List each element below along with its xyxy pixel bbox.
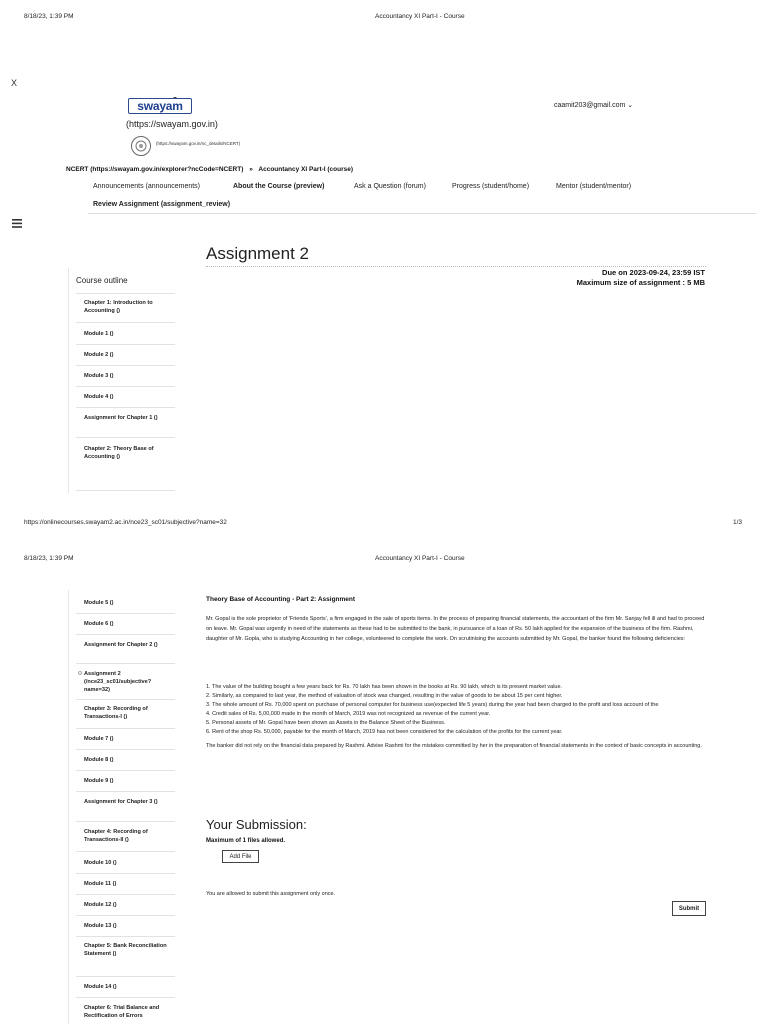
outline-item-module-7[interactable]: Module 7 () bbox=[84, 736, 114, 742]
outline-divider bbox=[76, 437, 175, 438]
max-size: Maximum size of assignment : 5 MB bbox=[576, 278, 705, 287]
submit-button[interactable]: Submit bbox=[672, 901, 706, 916]
outline-item-chapter-1[interactable]: Chapter 1: Introduction to Accounting () bbox=[84, 300, 153, 314]
outline-divider bbox=[76, 490, 175, 491]
tab-mentor[interactable]: Mentor (student/mentor) bbox=[556, 183, 632, 190]
print-title-page-2: Accountancy XI Part-I - Course bbox=[375, 555, 465, 562]
outline-divider bbox=[76, 821, 175, 822]
outline-divider bbox=[76, 699, 175, 700]
outline-divider bbox=[76, 873, 175, 874]
outline-divider bbox=[76, 749, 175, 750]
title-divider bbox=[206, 266, 706, 267]
outline-item-module-6[interactable]: Module 6 () bbox=[84, 621, 114, 627]
outline-item-module-13[interactable]: Module 13 () bbox=[84, 923, 117, 929]
outline-divider bbox=[76, 770, 175, 771]
outline-item-module-12[interactable]: Module 12 () bbox=[84, 902, 117, 908]
assignment-intro: Mr. Gopal is the sole proprietor of 'Friends Sports', a firm engaged in the sale of sports items. In the process of preparing financial statements, the accountant of the firm Mr. Sanjay fell ill and had to proceed on leave. Mr. Gopal was urgently in need of the statements as these had to be submitted to the bank, in pursuance of a loan of Rs. 50 lakh applied for the expansion of the business of the firm. Rashmi, daughter of Mr. Gopla, who is studying Accounting in her college, volunteered to complete the work. On scrutinising the accounts submitted by Mr. Gopal, the banker found the following deficiencies: bbox=[206, 616, 705, 642]
breadcrumb-ncert-link[interactable]: NCERT (https://swayam.gov.in/explorer?ncCode=NCERT) bbox=[66, 166, 244, 173]
outline-item-chapter-4[interactable]: Chapter 4: Recording of Transactions-II () bbox=[84, 829, 148, 843]
breadcrumb-separator: » bbox=[249, 166, 253, 173]
swayam-home-link[interactable]: (https://swayam.gov.in) bbox=[126, 119, 218, 129]
submission-title: Your Submission: bbox=[206, 817, 307, 832]
page-title: Assignment 2 bbox=[206, 244, 309, 263]
outline-divider bbox=[76, 791, 175, 792]
tab-review-assignment[interactable]: Review Assignment (assignment_review) bbox=[93, 201, 231, 208]
assignment-closing: The banker did not rely on the financial data prepared by Rashmi. Advise Rashmi for the mistakes committed by her in the preparation of financial statements in the context of basic concepts in accounting. bbox=[206, 743, 702, 749]
outline-item-assignment-ch2[interactable]: Assignment for Chapter 2 () bbox=[84, 642, 158, 648]
deficiency-item: 5. Personal assets of Mr. Gopal have been shown as Assets in the Balance Sheet of the Business. bbox=[206, 720, 446, 726]
hamburger-menu-icon[interactable] bbox=[12, 219, 22, 231]
outline-item-chapter-2[interactable]: Chapter 2: Theory Base of Accounting () bbox=[84, 446, 154, 460]
breadcrumb-course-link[interactable]: Accountancy XI Part-I (course) bbox=[258, 166, 354, 173]
print-date-page-2: 8/18/23, 1:39 PM bbox=[24, 555, 74, 562]
breadcrumb bbox=[66, 166, 353, 173]
print-date: 8/18/23, 1:39 PM bbox=[24, 13, 74, 20]
tab-ask-question[interactable]: Ask a Question (forum) bbox=[354, 183, 426, 190]
outline-divider bbox=[76, 976, 175, 977]
outline-divider bbox=[76, 728, 175, 729]
print-footer-page: 1/3 bbox=[733, 519, 743, 526]
user-menu[interactable]: caamit203@gmail.com ⌄ bbox=[554, 102, 634, 109]
deficiency-item: 6. Rent of the shop Rs. 50,000, payable for the month of March, 2019 has not been considered for the calculation of the profits for the current year. bbox=[206, 729, 563, 735]
assignment-heading: Theory Base of Accounting - Part 2: Assignment bbox=[206, 596, 356, 603]
due-date: Due on 2023-09-24, 23:59 IST bbox=[602, 268, 705, 277]
deficiency-item: 1. The value of the building bought a few years back for Rs. 70 lakh has been shown in the books at Rs. 90 lakh, which is its present market value. bbox=[206, 684, 563, 690]
outline-divider bbox=[76, 936, 175, 937]
outline-divider bbox=[76, 293, 175, 294]
current-item-radio-icon bbox=[78, 671, 82, 675]
outline-divider bbox=[76, 386, 175, 387]
logo-text: swayam bbox=[137, 99, 183, 113]
outline-item-module-2[interactable]: Module 2 () bbox=[84, 352, 114, 358]
sidebar-border bbox=[68, 590, 69, 1024]
deficiency-item: 3. The whole amount of Rs. 70,000 spent on purchase of personal computer for business use(expected life 5 years) during the year had been charged to the profit and loss account of the bbox=[206, 702, 659, 708]
outline-item-module-3[interactable]: Module 3 () bbox=[84, 373, 114, 379]
print-title: Accountancy XI Part-I - Course bbox=[375, 13, 465, 20]
submit-once-note: You are allowed to submit this assignment only once. bbox=[206, 891, 336, 897]
outline-item-chapter-5[interactable]: Chapter 5: Bank Reconciliation Statement () bbox=[84, 943, 167, 957]
outline-divider bbox=[76, 915, 175, 916]
outline-divider bbox=[76, 997, 175, 998]
tab-progress[interactable]: Progress (student/home) bbox=[452, 183, 530, 190]
sidebar-border bbox=[68, 268, 69, 493]
print-footer-url: https://onlinecourses.swayam2.ac.in/nce23_sc01/subjective?name=32 bbox=[24, 519, 227, 526]
tab-announcements[interactable]: Announcements (announcements) bbox=[93, 183, 201, 190]
outline-item-assignment-ch1[interactable]: Assignment for Chapter 1 () bbox=[84, 415, 158, 421]
outline-item-module-14[interactable]: Module 14 () bbox=[84, 984, 117, 990]
outline-item-module-1[interactable]: Module 1 () bbox=[84, 331, 114, 337]
outline-item-module-5[interactable]: Module 5 () bbox=[84, 600, 114, 606]
ncert-link[interactable]: (https://swayam.gov.in/nc_details/NCERT) bbox=[156, 141, 241, 146]
outline-item-assignment-2[interactable]: Assignment 2 (/nce23_sc01/subjective?name=32) bbox=[84, 671, 152, 693]
add-file-button[interactable]: Add File bbox=[222, 850, 259, 863]
close-icon[interactable]: X bbox=[11, 78, 18, 88]
max-files-note: Maximum of 1 files allowed. bbox=[206, 838, 286, 844]
outline-item-module-4[interactable]: Module 4 () bbox=[84, 394, 114, 400]
outline-item-assignment-ch3[interactable]: Assignment for Chapter 3 () bbox=[84, 799, 158, 805]
outline-divider bbox=[76, 407, 175, 408]
outline-divider bbox=[76, 613, 175, 614]
ncert-logo-icon[interactable] bbox=[131, 136, 151, 156]
outline-divider bbox=[76, 344, 175, 345]
outline-divider bbox=[76, 322, 175, 323]
outline-divider bbox=[76, 894, 175, 895]
logo-badge bbox=[128, 98, 192, 114]
outline-item-module-9[interactable]: Module 9 () bbox=[84, 778, 114, 784]
outline-item-module-11[interactable]: Module 11 () bbox=[84, 881, 117, 887]
deficiency-list bbox=[206, 683, 710, 737]
deficiency-item: 2. Similarly, as compared to last year, the method of valuation of stock was changed, resulting in the value of goods to be about 15 per cent higher. bbox=[206, 693, 563, 699]
outline-item-module-8[interactable]: Module 8 () bbox=[84, 757, 114, 763]
tab-about-course[interactable]: About the Course (preview) bbox=[233, 183, 325, 190]
outline-divider bbox=[76, 634, 175, 635]
due-info bbox=[577, 268, 705, 288]
outline-item-chapter-6[interactable]: Chapter 6: Trial Balance and Rectification of Errors bbox=[84, 1005, 160, 1019]
outline-item-module-10[interactable]: Module 10 () bbox=[84, 860, 117, 866]
outline-divider bbox=[76, 851, 175, 852]
outline-divider bbox=[76, 365, 175, 366]
outline-item-chapter-3[interactable]: Chapter 3: Recording of Transactions-I () bbox=[84, 706, 148, 720]
nav-divider bbox=[88, 213, 756, 214]
course-outline-title: Course outline bbox=[76, 276, 128, 285]
deficiency-item: 4. Credit sales of Rs. 5,00,000 made in the month of March, 2019 was not recognized as revenue of the current year. bbox=[206, 711, 491, 717]
outline-divider bbox=[76, 663, 175, 664]
